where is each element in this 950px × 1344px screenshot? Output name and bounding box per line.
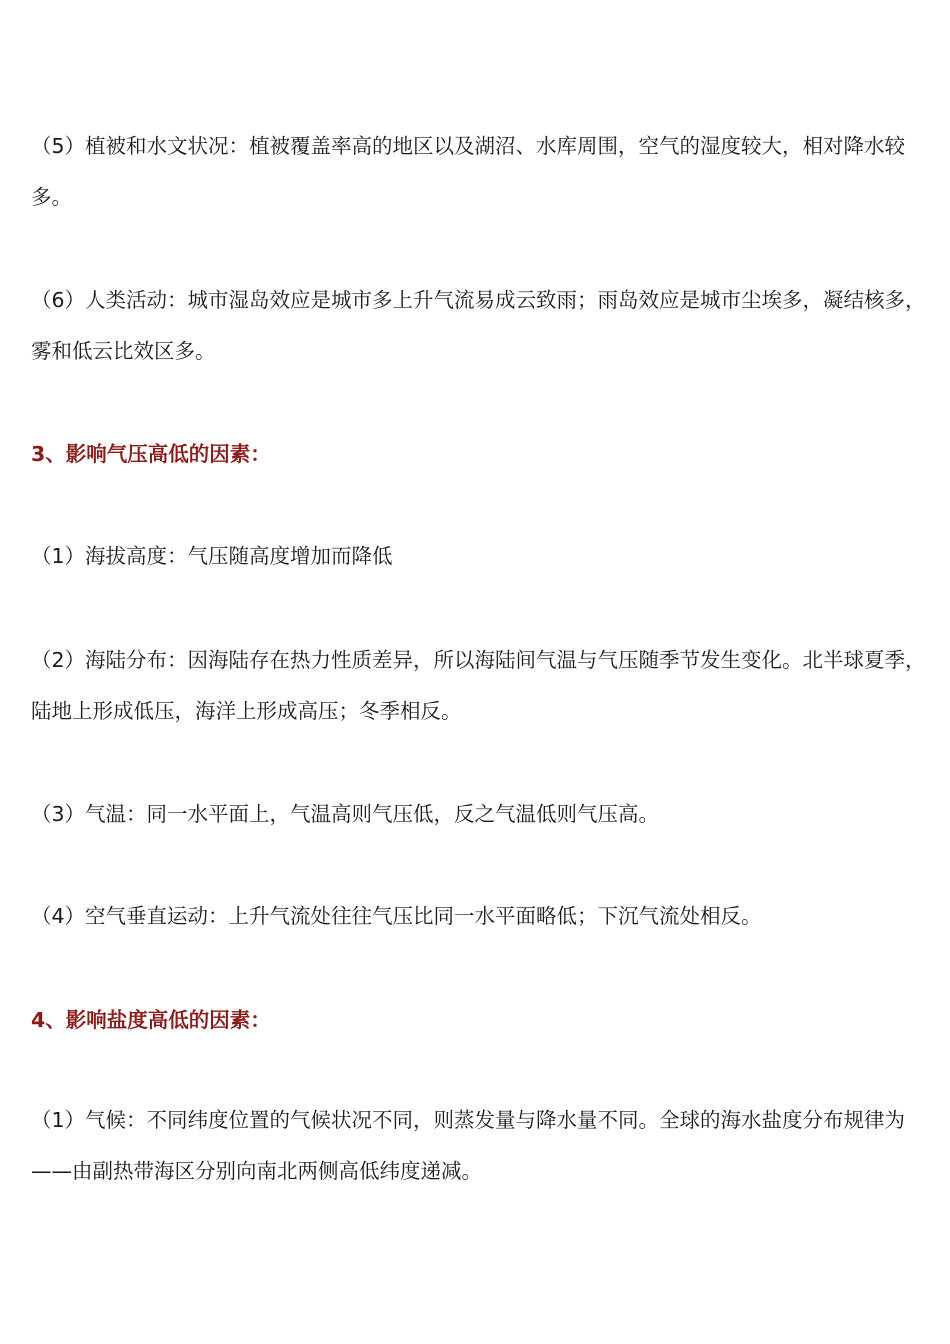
paragraph-pressure-altitude: （1）海拔高度：气压随高度增加而降低 xyxy=(31,544,393,568)
heading-pressure-factors: 3、影响气压高低的因素： xyxy=(31,442,271,466)
paragraph-pressure-vertical-motion: （4）空气垂直运动：上升气流处往往气压比同一水平面略低；下沉气流处相反。 xyxy=(31,904,762,928)
paragraph-pressure-temperature: （3）气温：同一水平面上，气温高则气压低，反之气温低则气压高。 xyxy=(31,802,660,826)
heading-salinity-factors: 4、影响盐度高低的因素： xyxy=(31,1008,271,1032)
paragraph-human-activity: （6）人类活动：城市湿岛效应是城市多上升气流易成云致雨；雨岛效应是城市尘埃多，凝结核多，雾和低云比效区多。 xyxy=(31,288,926,363)
paragraph-salinity-climate: （1）气候：不同纬度位置的气候状况不同，则蒸发量与降水量不同。全球的海水盐度分布规律为——由副热带海区分别向南北两侧高低纬度递减。 xyxy=(31,1108,906,1183)
paragraph-pressure-land-sea: （2）海陆分布：因海陆存在热力性质差异，所以海陆间气温与气压随季节发生变化。北半球夏季，陆地上形成低压，海洋上形成高压；冬季相反。 xyxy=(31,648,926,723)
paragraph-vegetation-hydrology: （5）植被和水文状况：植被覆盖率高的地区以及湖沼、水库周围，空气的湿度较大，相对降水较多。 xyxy=(31,134,906,209)
